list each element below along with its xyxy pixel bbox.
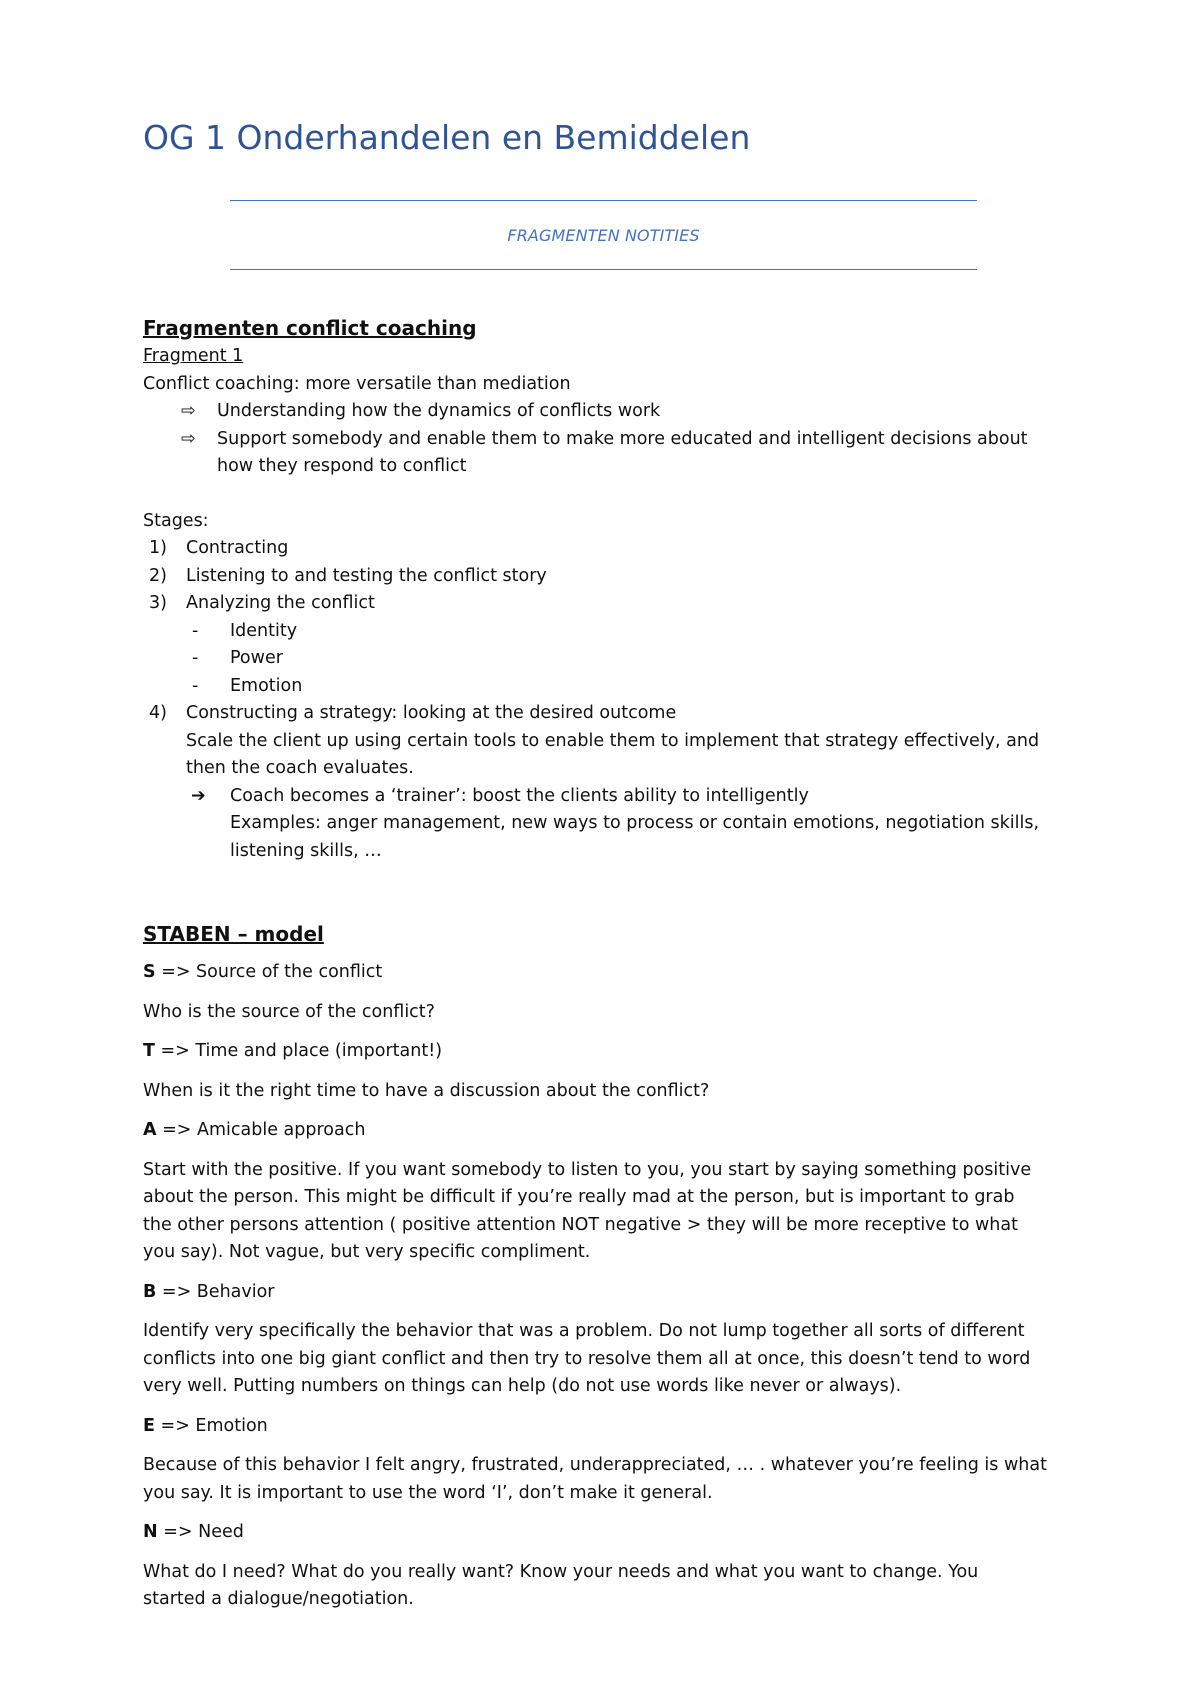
section-heading-conflict-coaching: Fragmenten conflict coaching xyxy=(143,316,477,340)
staben-label: S => Source of the conflict xyxy=(143,962,383,982)
bold-arrow-icon: ➔ xyxy=(191,785,206,806)
fragment-subheading: Fragment 1 xyxy=(143,346,244,366)
spacer xyxy=(143,865,1073,919)
arrow-icon: ⇨ xyxy=(181,428,196,449)
stage-item: 4) Constructing a strategy: looking at the desired outcome xyxy=(149,703,677,723)
analysis-item: - Power xyxy=(192,648,283,668)
analysis-item: - Emotion xyxy=(192,675,303,696)
bottom-divider xyxy=(230,269,977,270)
list-item: ⇨ Understanding how the dynamics of conflicts work xyxy=(143,398,1073,426)
stages-label: Stages: xyxy=(143,510,209,531)
stage-item: 2) Listening to and testing the conflict story xyxy=(149,565,547,586)
page-subtitle: FRAGMENTEN NOTITIES xyxy=(507,226,700,245)
stage-item: 3) Analyzing the conflict xyxy=(149,593,375,613)
coach-item: ➔ Coach becomes a ‘trainer’: boost the clients ability to intelligently xyxy=(143,783,1073,811)
staben-label: A => Amicable approach xyxy=(143,1120,366,1140)
staben-label: N => Need xyxy=(143,1522,244,1542)
page-title: OG 1 Onderhandelen en Bemiddelen xyxy=(143,118,751,157)
spacer xyxy=(143,481,1073,508)
section-heading-staben: STABEN – model xyxy=(143,922,324,946)
document-body xyxy=(143,313,1073,1626)
stage-item: 1) Contracting xyxy=(149,538,289,558)
arrow-icon: ⇨ xyxy=(181,401,196,421)
coach-item-continuation: Examples: anger management, new ways to process or contain emotions, negotiation skills, xyxy=(230,813,1040,833)
staben-desc: Start with the positive. If you want somebody to listen to you, you start by saying something positive about the person. This might be difficult if you’re really mad at the person, but is important to grab the other persons attention ( positive attention NOT negative > they will be more receptive to what you say). Not vague, but very specific compliment. xyxy=(143,1159,1032,1262)
coach-item-continuation: listening skills, … xyxy=(230,840,382,861)
staben-label: B => Behavior xyxy=(143,1281,275,1302)
staben-desc: Identify very specifically the behavior that was a problem. Do not lump together all sorts of different conflicts into one big giant conflict and then try to resolve them all at once, this doesn’t tend to word very well. Putting numbers on things can help (do not use words like never or always). xyxy=(143,1321,1031,1396)
list-item-continuation: how they respond to conflict xyxy=(217,456,467,476)
staben-label: T => Time and place (important!) xyxy=(143,1041,443,1061)
stage-continuation: Scale the client up using certain tools to enable them to implement that strategy effectively, and xyxy=(186,730,1040,751)
staben-desc: When is it the right time to have a discussion about the conflict? xyxy=(143,1080,710,1101)
top-divider xyxy=(230,200,977,201)
stage-continuation: then the coach evaluates. xyxy=(186,758,414,778)
staben-desc: Who is the source of the conflict? xyxy=(143,1001,435,1022)
staben-desc: Because of this behavior I felt angry, frustrated, underappreciated, … . whatever you’re feeling is what you say. It is important to use the word ‘I’, don’t make it general. xyxy=(143,1455,1047,1503)
staben-desc: What do I need? What do you really want? Know your needs and what you want to change. You started a dialogue/negotiation. xyxy=(143,1561,979,1609)
list-item: ⇨ Support somebody and enable them to make more educated and intelligent decisions about xyxy=(143,426,1073,454)
analysis-item: - Identity xyxy=(192,620,298,641)
intro-line: Conflict coaching: more versatile than mediation xyxy=(143,373,571,394)
staben-label: E => Emotion xyxy=(143,1415,268,1436)
staben-section xyxy=(143,919,1073,1614)
